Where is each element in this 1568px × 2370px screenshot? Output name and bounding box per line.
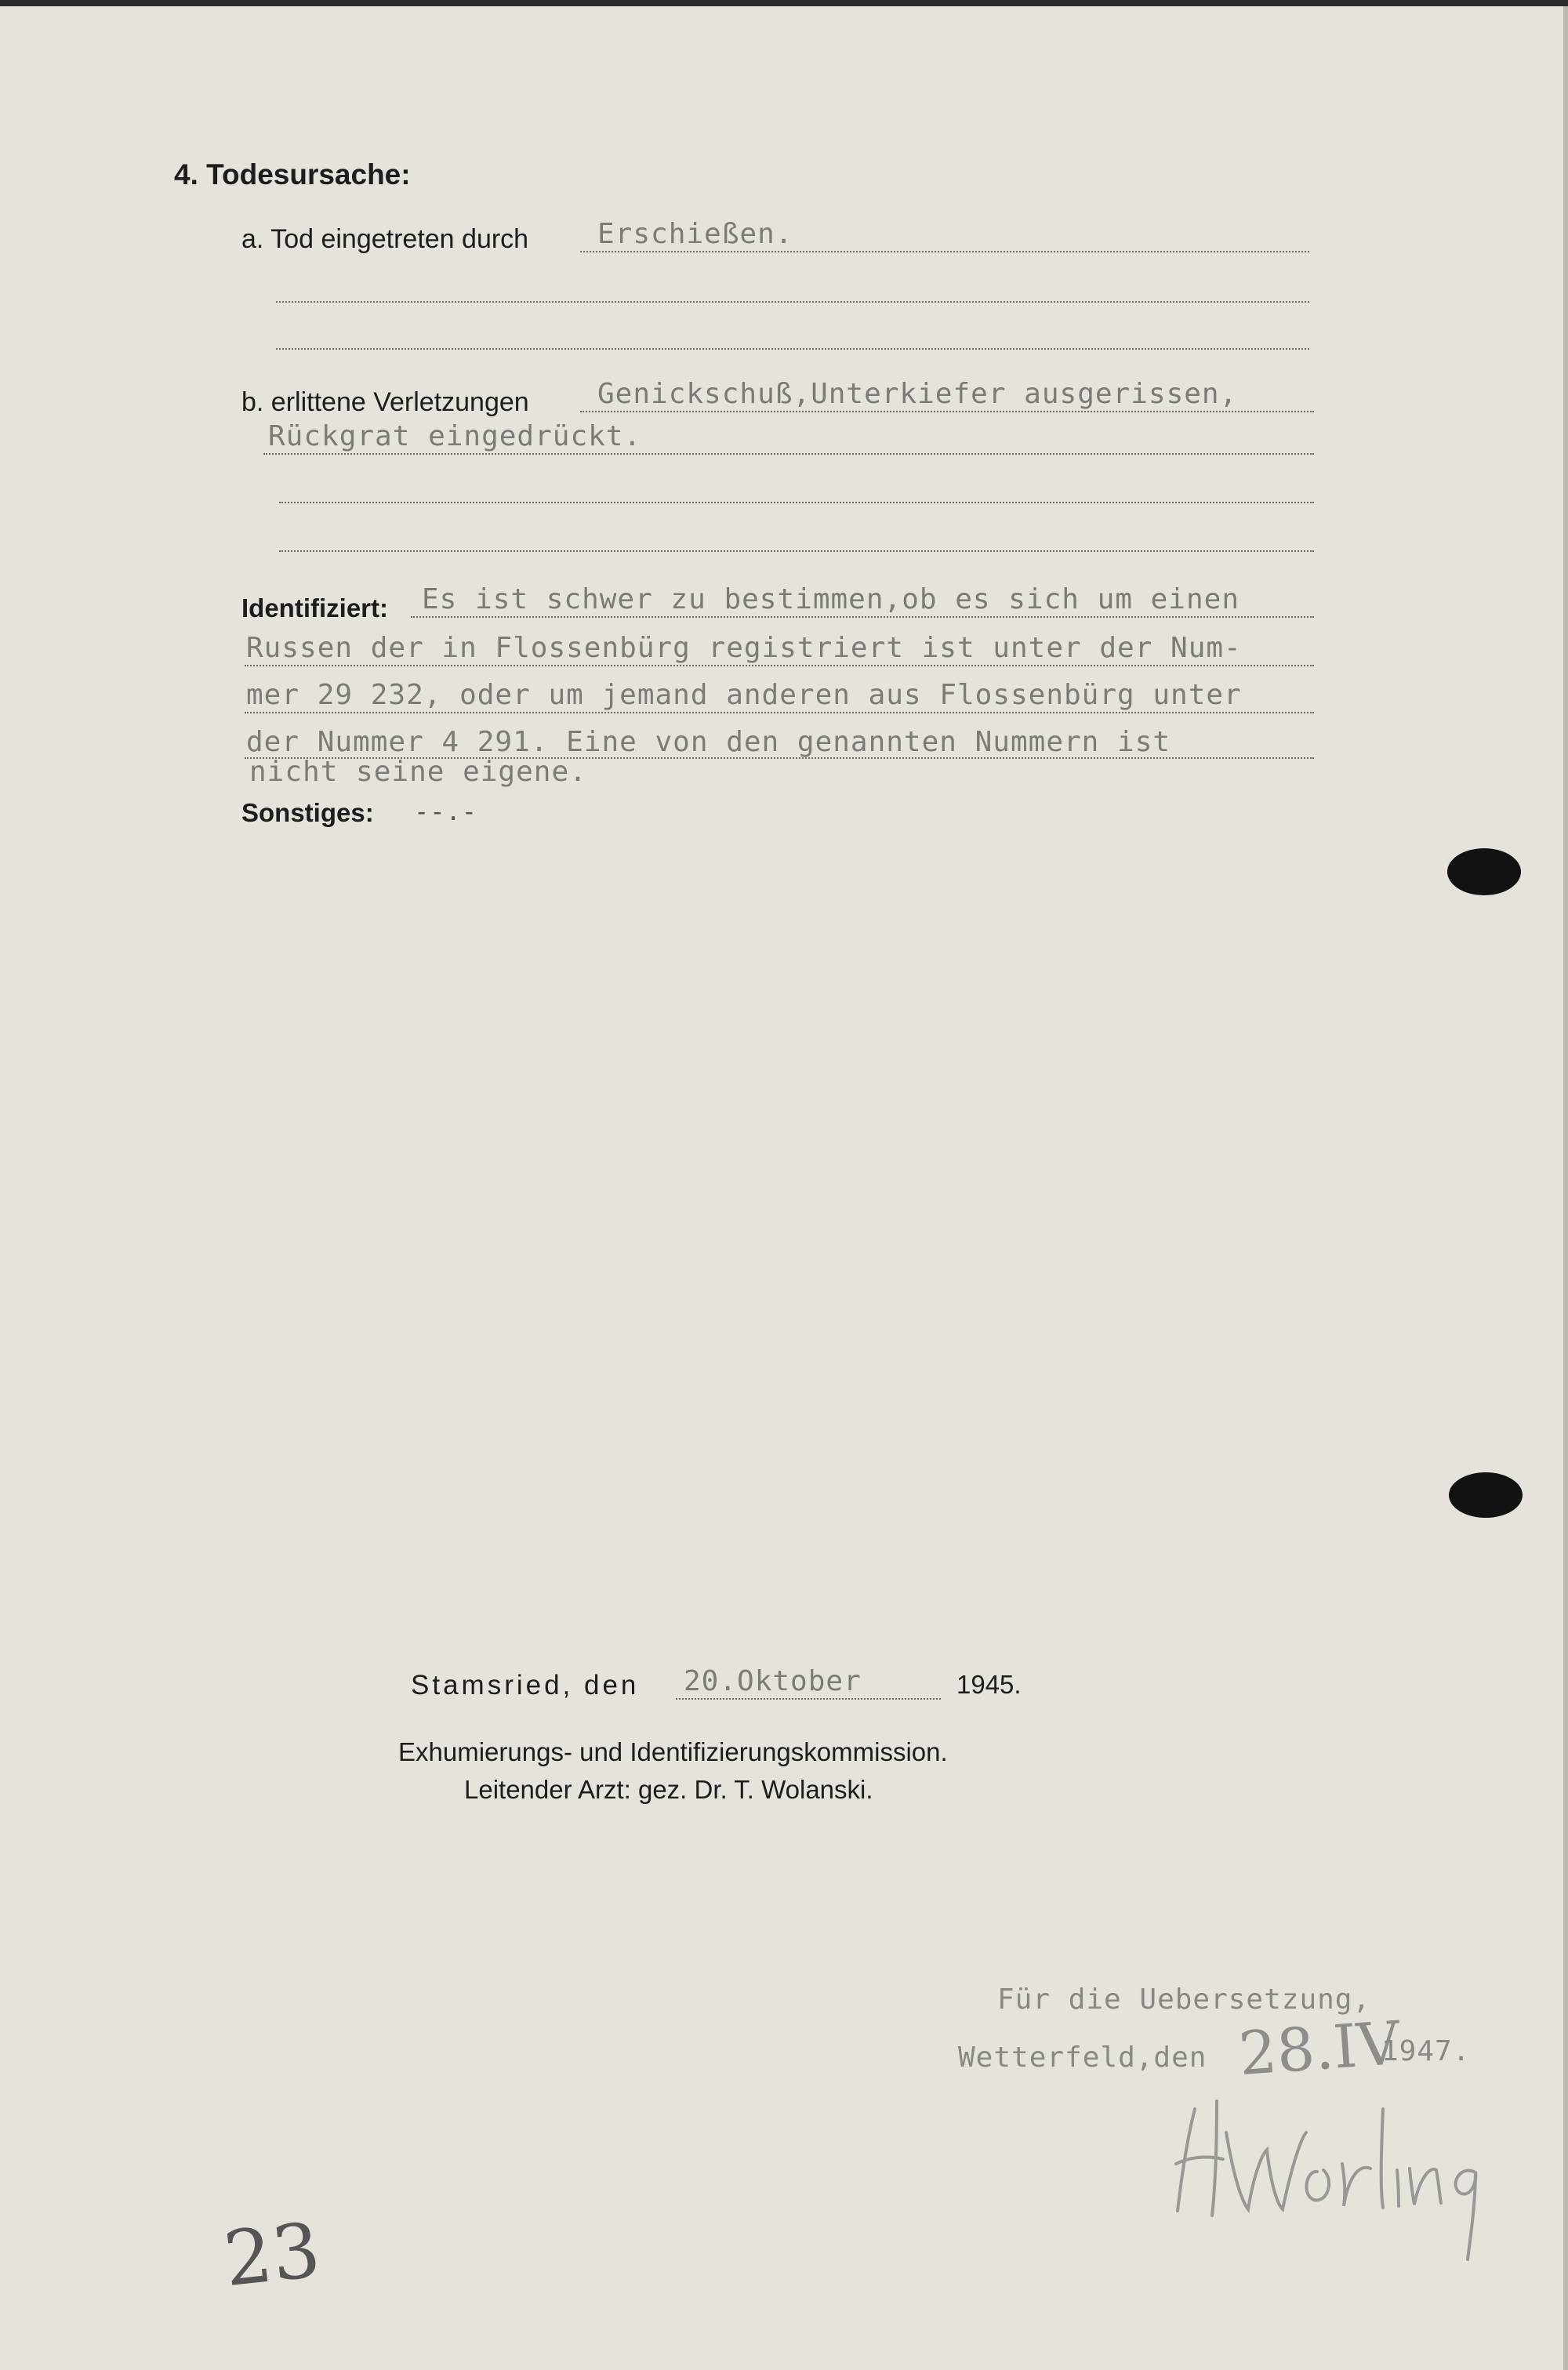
- injuries-line-3: [279, 502, 1314, 503]
- injuries-value-line2: Rückgrat eingedrückt.: [268, 420, 642, 452]
- page-number: 23: [220, 2205, 325, 2304]
- identified-text-line4: der Nummer 4 291. Eine von den genannten Nummern ist: [246, 726, 1171, 758]
- injuries-line: [580, 411, 1314, 412]
- translation-note-place: Wetterfeld,den: [958, 2042, 1207, 2074]
- cause-of-death-line: [580, 251, 1309, 252]
- commission-name: Exhumierungs- und Identifizierungskommission.: [398, 1737, 948, 1766]
- cause-of-death-label: a. Tod eingetreten durch: [241, 224, 529, 254]
- injuries-value-line1: Genickschuß,Unterkiefer ausgerissen,: [597, 378, 1238, 410]
- other-value: --.-: [414, 797, 478, 826]
- identified-line-1: [411, 616, 1314, 618]
- identified-text-line3: mer 29 232, oder um jemand anderen aus Flossenbürg unter: [246, 679, 1242, 711]
- cause-of-death-line-2: [276, 301, 1309, 303]
- identified-label: Identifiziert:: [241, 593, 388, 622]
- place-date-line: [676, 1698, 941, 1700]
- place-date-prefix: Stamsried, den: [411, 1670, 640, 1700]
- injuries-label: b. erlittene Verletzungen: [241, 387, 529, 417]
- identified-line-3: [245, 712, 1314, 713]
- translation-note-date: 28.IV: [1236, 2007, 1403, 2089]
- other-label: Sonstiges:: [241, 798, 374, 827]
- cause-of-death-line-3: [276, 348, 1309, 350]
- identified-text-line2: Russen der in Flossenbürg registriert ist unter der Num-: [246, 632, 1242, 664]
- place-date-value: 20.Oktober: [684, 1665, 862, 1697]
- identified-text-line5: nicht seine eigene.: [249, 756, 587, 788]
- section-title: 4. Todesursache:: [174, 158, 411, 191]
- punch-hole-upper: [1447, 848, 1521, 895]
- cause-of-death-value: Erschießen.: [597, 218, 793, 250]
- identified-line-2: [245, 665, 1314, 666]
- identified-text-line1: Es ist schwer zu bestimmen,ob es sich um einen: [422, 583, 1240, 615]
- doctor-line: Leitender Arzt: gez. Dr. T. Wolanski.: [464, 1775, 873, 1804]
- injuries-line-4: [279, 550, 1314, 552]
- injuries-line-2: [263, 453, 1314, 455]
- translation-note-line1: Für die Uebersetzung,: [997, 1983, 1371, 2016]
- punch-hole-lower: [1449, 1472, 1523, 1518]
- place-date-year: 1945.: [956, 1670, 1022, 1699]
- translation-note-year: 1947.: [1381, 2035, 1471, 2067]
- signature: [1160, 2078, 1490, 2266]
